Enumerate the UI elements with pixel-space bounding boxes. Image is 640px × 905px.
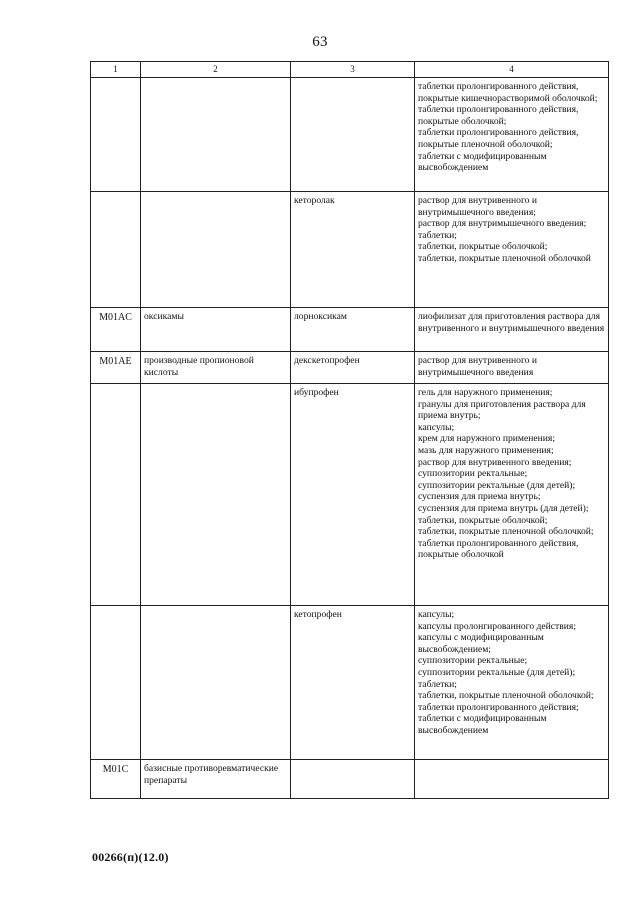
drug-name-cell: ибупрофен: [291, 384, 415, 606]
table-row: [91, 384, 609, 606]
table-row: [91, 308, 609, 352]
table-row: [91, 352, 609, 384]
group-name-cell: [141, 384, 291, 606]
atc-code-cell: M01AC: [91, 308, 141, 352]
drug-name-cell: [291, 78, 415, 192]
dosage-forms-cell: гель для наружного применения; гранулы для приготовления раствора для приема внутрь; капсулы; крем для наружного применения; мазь для наружного применения; раствор для внутривенного введения; суппозитории ректальные; суппозитории ректальные (для детей); суспензия для приема внутрь; суспензия для приема внутрь (для детей); таблетки, покрытые оболочкой; таблетки, покрытые пленочной оболочкой; таблетки пролонгированного действия, покрытые оболочкой: [415, 384, 609, 606]
page-number: 63: [312, 34, 328, 50]
atc-code-cell: [91, 606, 141, 760]
table-row: [91, 606, 609, 760]
group-name-cell: оксикамы: [141, 308, 291, 352]
column-header-1: 1: [91, 62, 141, 78]
table-row: [91, 78, 609, 192]
column-header-3: 3: [291, 62, 415, 78]
drug-name-cell: лорноксикам: [291, 308, 415, 352]
column-header-2: 2: [141, 62, 291, 78]
group-name-cell: базисные противоревматические препараты: [141, 760, 291, 799]
drug-name-cell: декскетопрофен: [291, 352, 415, 384]
table-row: [91, 192, 609, 308]
table-header-row: [91, 62, 609, 78]
drug-table: [90, 61, 609, 799]
dosage-forms-cell: раствор для внутривенного и внутримышечного введения: [415, 352, 609, 384]
drug-name-cell: кетопрофен: [291, 606, 415, 760]
drug-name-cell: кеторолак: [291, 192, 415, 308]
dosage-forms-cell: лиофилизат для приготовления раствора для внутривенного и внутримышечного введения: [415, 308, 609, 352]
atc-code-cell: [91, 78, 141, 192]
table-body: [91, 78, 609, 799]
document-code: 00266(п)(12.0): [92, 850, 169, 864]
group-name-cell: [141, 606, 291, 760]
atc-code-cell: [91, 384, 141, 606]
atc-code-cell: [91, 192, 141, 308]
dosage-forms-cell: таблетки пролонгированного действия, покрытые кишечнорастворимой оболочкой; таблетки пролонгированного действия, покрытые оболочкой; таблетки пролонгированного действия, покрытые пленочной оболочкой; таблетки с модифицированным высвобождением: [415, 78, 609, 192]
column-header-4: 4: [415, 62, 609, 78]
group-name-cell: [141, 192, 291, 308]
table-row: [91, 760, 609, 799]
group-name-cell: [141, 78, 291, 192]
drug-name-cell: [291, 760, 415, 799]
atc-code-cell: M01AE: [91, 352, 141, 384]
atc-code-cell: M01C: [91, 760, 141, 799]
dosage-forms-cell: капсулы; капсулы пролонгированного действия; капсулы с модифицированным высвобождением; суппозитории ректальные; суппозитории ректальные (для детей); таблетки; таблетки, покрытые пленочной оболочкой; таблетки пролонгированного действия; таблетки с модифицированным высвобождением: [415, 606, 609, 760]
group-name-cell: производные пропионовой кислоты: [141, 352, 291, 384]
dosage-forms-cell: раствор для внутривенного и внутримышечного введения; раствор для внутримышечного введения; таблетки; таблетки, покрытые оболочкой; таблетки, покрытые пленочной оболочкой: [415, 192, 609, 308]
dosage-forms-cell: [415, 760, 609, 799]
